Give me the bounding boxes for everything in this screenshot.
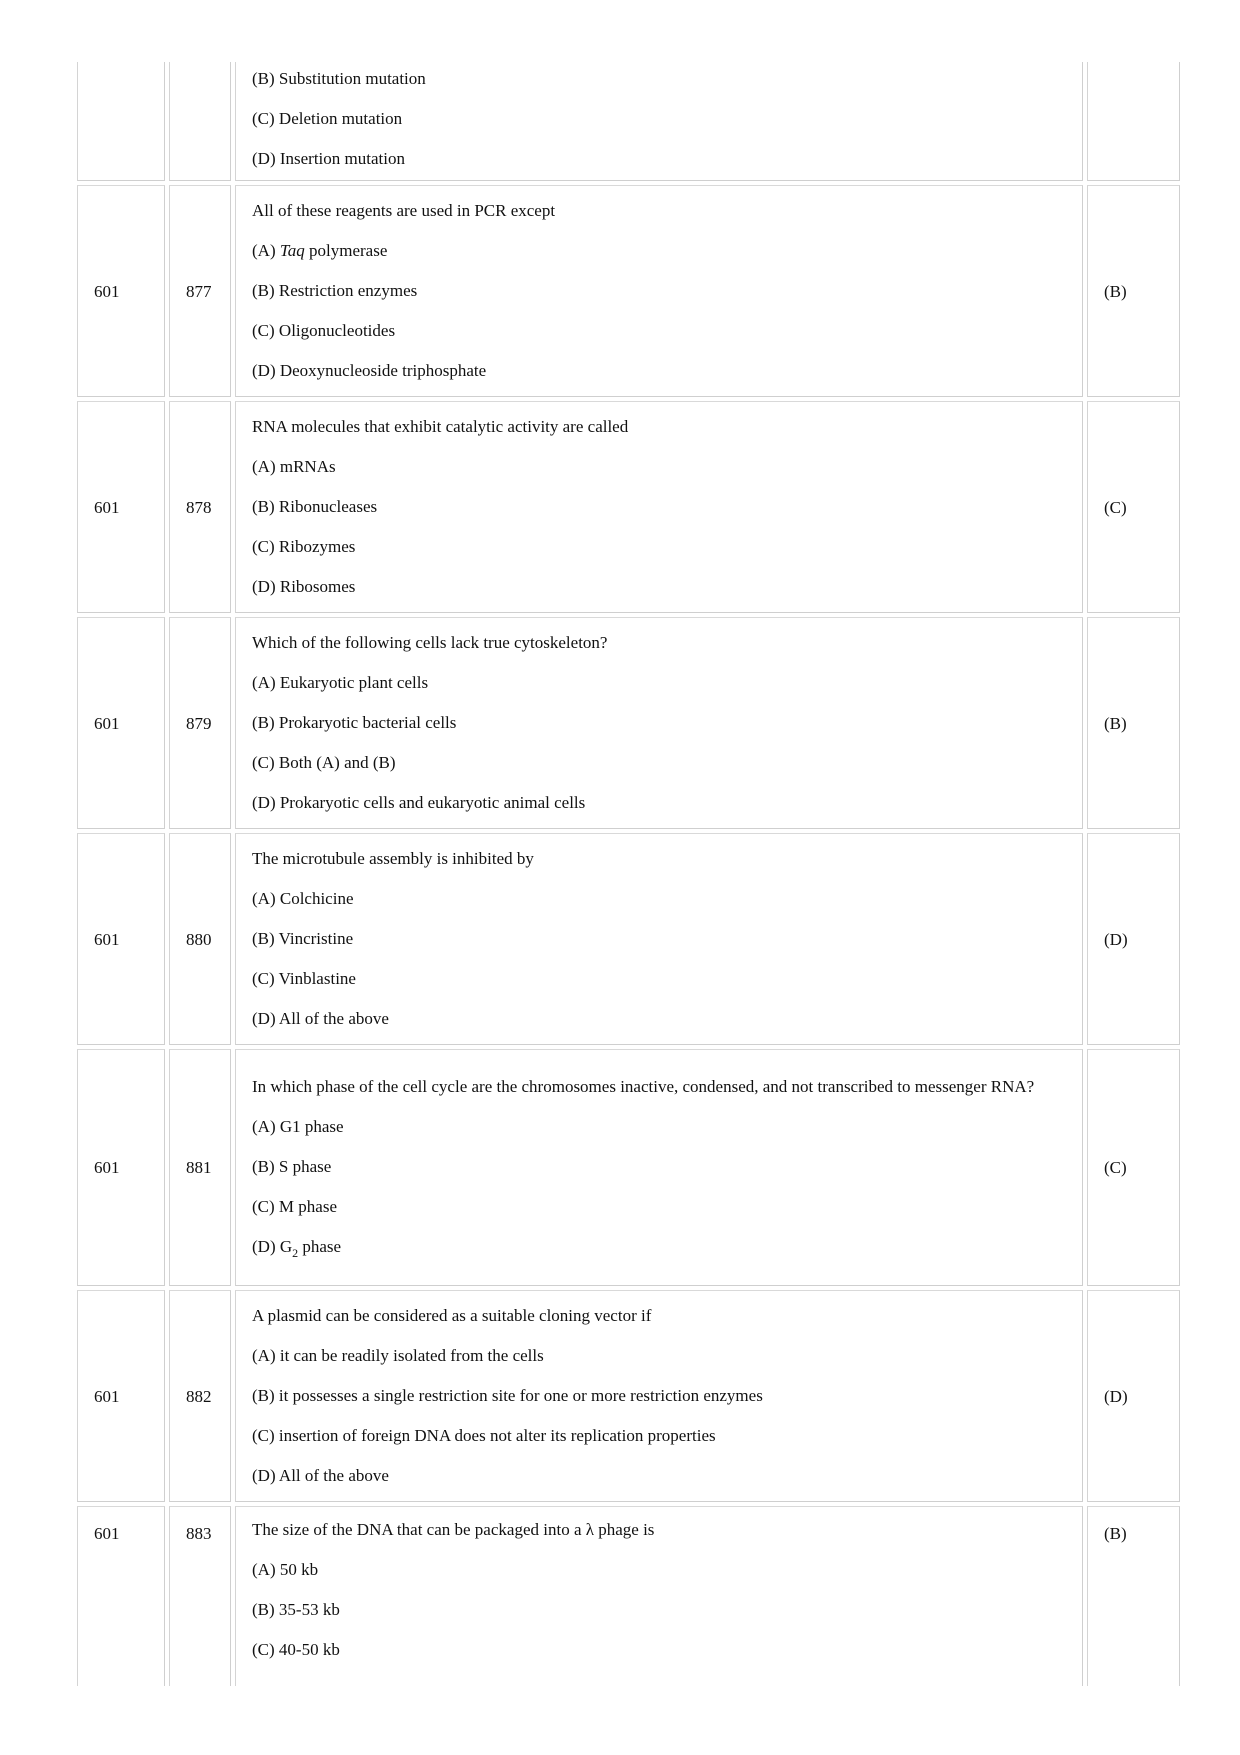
question-cell [235, 617, 1083, 829]
table-row [77, 62, 1180, 181]
question-cell [235, 185, 1083, 397]
question-number-cell: 880 [169, 833, 231, 1045]
option-b: (B) Prokaryotic bacterial cells [252, 712, 457, 732]
option-d: (D) Prokaryotic cells and eukaryotic animal cells [252, 792, 586, 812]
question-number-cell: 882 [169, 1290, 231, 1502]
question-number-cell [169, 62, 231, 181]
option-d: (D) Deoxynucleoside triphosphate [252, 360, 487, 380]
answer-cell [1087, 62, 1180, 181]
paper-code-cell: 601 [77, 185, 165, 397]
option-b: (B) 35-53 kb [252, 1600, 340, 1619]
option-d: (D) All of the above [252, 1008, 389, 1028]
option-d: (D) Insertion mutation [252, 148, 405, 168]
option-b: (B) it possesses a single restriction site for one or more restriction enzymes [252, 1385, 763, 1405]
question-stem: All of these reagents are used in PCR except [252, 200, 556, 220]
option-c: (C) Vinblastine [252, 968, 356, 988]
question-number-cell: 877 [169, 185, 231, 397]
option-d: (D) Ribosomes [252, 576, 356, 596]
option-b: (B) S phase [252, 1157, 332, 1176]
option-a: (A) mRNAs [252, 456, 336, 476]
paper-code-cell: 601 [77, 1506, 165, 1686]
question-number-cell: 879 [169, 617, 231, 829]
question-stem: In which phase of the cell cycle are the chromosomes inactive, condensed, and not transcribed to messenger RNA? [252, 1077, 1035, 1096]
option-a: (A) G1 phase [252, 1117, 344, 1136]
option-a: (A) 50 kb [252, 1560, 319, 1579]
answer-cell: (B) [1087, 185, 1180, 397]
option-d: (D) $G_2$ phase [252, 1237, 342, 1260]
option-c: (C) Oligonucleotides [252, 320, 396, 340]
paper-code-cell [77, 62, 165, 181]
question-stem: RNA molecules that exhibit catalytic activity are called [252, 416, 629, 436]
option-c: (C) insertion of foreign DNA does not alter its replication properties [252, 1425, 716, 1445]
option-b: (B) Vincristine [252, 928, 354, 948]
option-b: (B) Substitution mutation [252, 68, 426, 88]
option-c: (C) Both (A) and (B) [252, 752, 396, 772]
question-number-cell: 883 [169, 1506, 231, 1686]
answer-cell: (D) [1087, 833, 1180, 1045]
question-cell [235, 1049, 1083, 1286]
question-stem: The microtubule assembly is inhibited by [252, 848, 534, 868]
table-row [77, 1290, 1180, 1502]
option-c: (C) 40-50 kb [252, 1640, 340, 1659]
question-cell [235, 1290, 1083, 1502]
paper-code-cell: 601 [77, 401, 165, 613]
option-c: (C) Ribozymes [252, 536, 356, 556]
question-cell [235, 833, 1083, 1045]
question-stem: A plasmid can be considered as a suitable cloning vector if [252, 1305, 652, 1325]
table-row [77, 401, 1180, 613]
question-cell [235, 62, 1083, 181]
table-row [77, 833, 1180, 1045]
option-d: (D) All of the above [252, 1465, 389, 1485]
option-a: (A) Taq polymerase [252, 240, 388, 260]
option-a: (A) it can be readily isolated from the cells [252, 1345, 544, 1365]
option-c: (C) M phase [252, 1197, 337, 1216]
question-number-cell: 881 [169, 1049, 231, 1286]
answer-cell: (B) [1087, 617, 1180, 829]
answer-cell: (B) [1087, 1506, 1180, 1686]
question-table [73, 58, 1184, 1690]
question-stem: Which of the following cells lack true cytoskeleton? [252, 632, 608, 652]
paper-code-cell: 601 [77, 1290, 165, 1502]
table-row [77, 1049, 1180, 1286]
question-stem: The size of the DNA that can be packaged into a λ phage is [252, 1520, 655, 1539]
table-row [77, 617, 1180, 829]
paper-code-cell: 601 [77, 833, 165, 1045]
option-b: (B) Restriction enzymes [252, 280, 418, 300]
option-a: (A) Eukaryotic plant cells [252, 672, 429, 692]
question-cell [235, 1506, 1083, 1686]
option-c: (C) Deletion mutation [252, 108, 403, 128]
answer-cell: (C) [1087, 1049, 1180, 1286]
question-number-cell: 878 [169, 401, 231, 613]
option-b: (B) Ribonucleases [252, 496, 378, 516]
table-row [77, 1506, 1180, 1686]
answer-cell: (C) [1087, 401, 1180, 613]
answer-cell: (D) [1087, 1290, 1180, 1502]
paper-code-cell: 601 [77, 617, 165, 829]
question-cell [235, 401, 1083, 613]
option-a: (A) Colchicine [252, 888, 354, 908]
table-row [77, 185, 1180, 397]
paper-code-cell: 601 [77, 1049, 165, 1286]
